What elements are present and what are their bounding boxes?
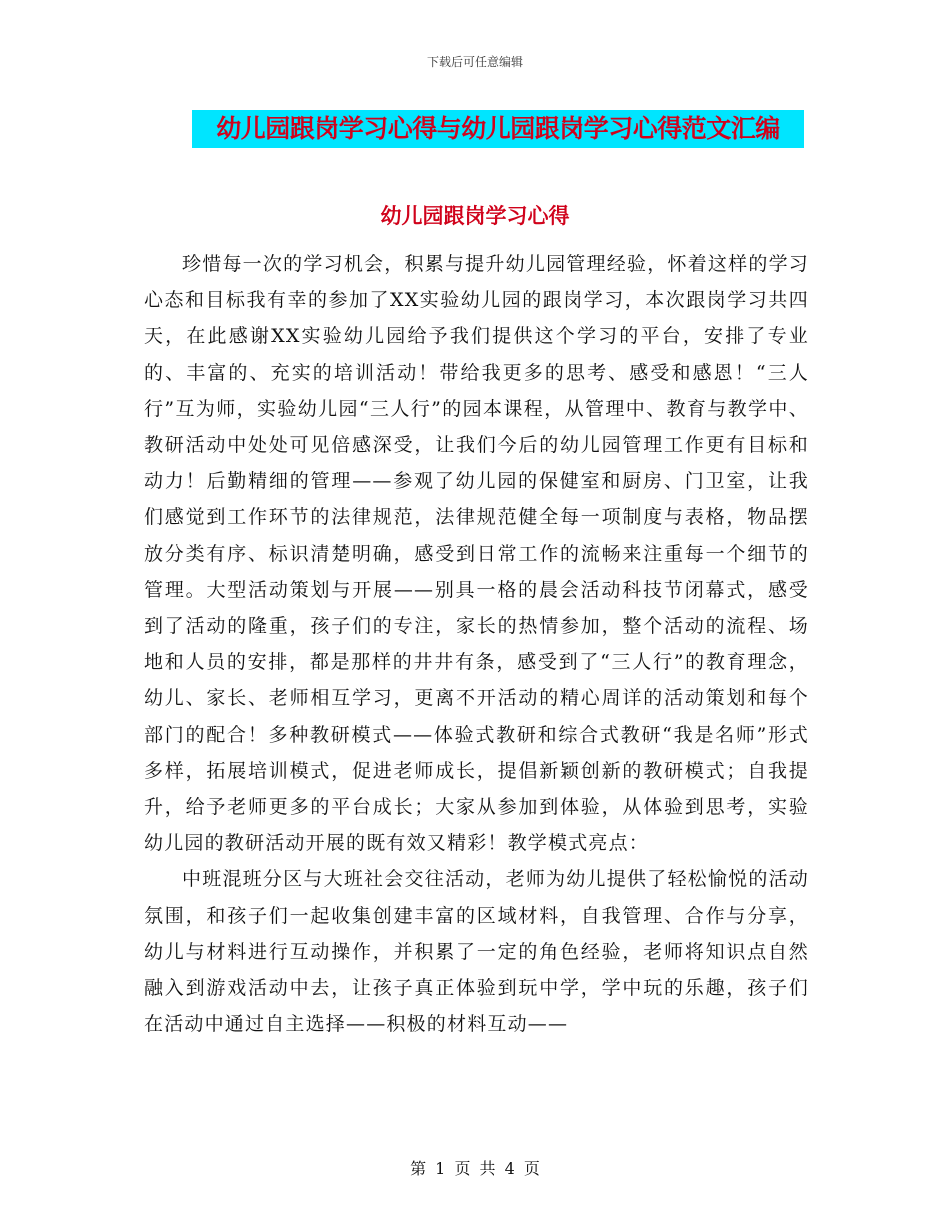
paragraph-1: 珍惜每一次的学习机会，积累与提升幼儿园管理经验，怀着这样的学习心态和目标我有幸的参加了XX实验幼儿园的跟岗学习，本次跟岗学习共四天，在此感谢XX实验幼儿园给予我们提供这个学习的平台，安排了专业的、丰富的、充实的培训活动！带给我更多的思考、感受和感恩！“三人行”互为师，实验幼儿园“三人行”的园本课程，从管理中、教育与教学中、教研活动中处处可见倍感深受，让我们今后的幼儿园管理工作更有目标和动力！后勤精细的管理——参观了幼儿园的保健室和厨房、门卫室，让我们感觉到工作环节的法律规范，法律规范健全每一项制度与表格，物品摆放分类有序、标识清楚明确，感受到日常工作的流畅来注重每一个细节的管理。大型活动策划与开展——别具一格的晨会活动科技节闭幕式，感受到了活动的隆重，孩子们的专注，家长的热情参加，整个活动的流程、场地和人员的安排，都是那样的井井有条，感受到了“三人行”的教育理念，幼儿、家长、老师相互学习，更离不开活动的精心周详的活动策划和每个部门的配合！多种教研模式——体验式教研和综合式教研“我是名师”形式多样，拓展培训模式，促进老师成长，提倡新颖创新的教研模式；自我提升，给予老师更多的平台成长；大家从参加到体验，从体验到思考，实验幼儿园的教研活动开展的既有效又精彩！教学模式亮点： [144, 253, 809, 855]
document-title: 幼儿园跟岗学习心得与幼儿园跟岗学习心得范文汇编 [216, 114, 780, 143]
body-text [144, 246, 809, 1042]
document-title-highlight [192, 110, 804, 148]
paragraph-2: 中班混班分区与大班社会交往活动，老师为幼儿提供了轻松愉悦的活动氛围，和孩子们一起收集创建丰富的区域材料，自我管理、合作与分享，幼儿与材料进行互动操作，并积累了一定的角色经验，老师将知识点自然融入到游戏活动中去，让孩子真正体验到玩中学，学中玩的乐趣，孩子们在活动中通过自主选择——积极的材料互动—— [144, 868, 809, 1036]
header-note: 下载后可任意编辑 [426, 55, 523, 69]
section-title: 幼儿园跟岗学习心得 [380, 204, 570, 228]
page-footer: 第 1 页 共 4 页 [410, 1159, 540, 1178]
